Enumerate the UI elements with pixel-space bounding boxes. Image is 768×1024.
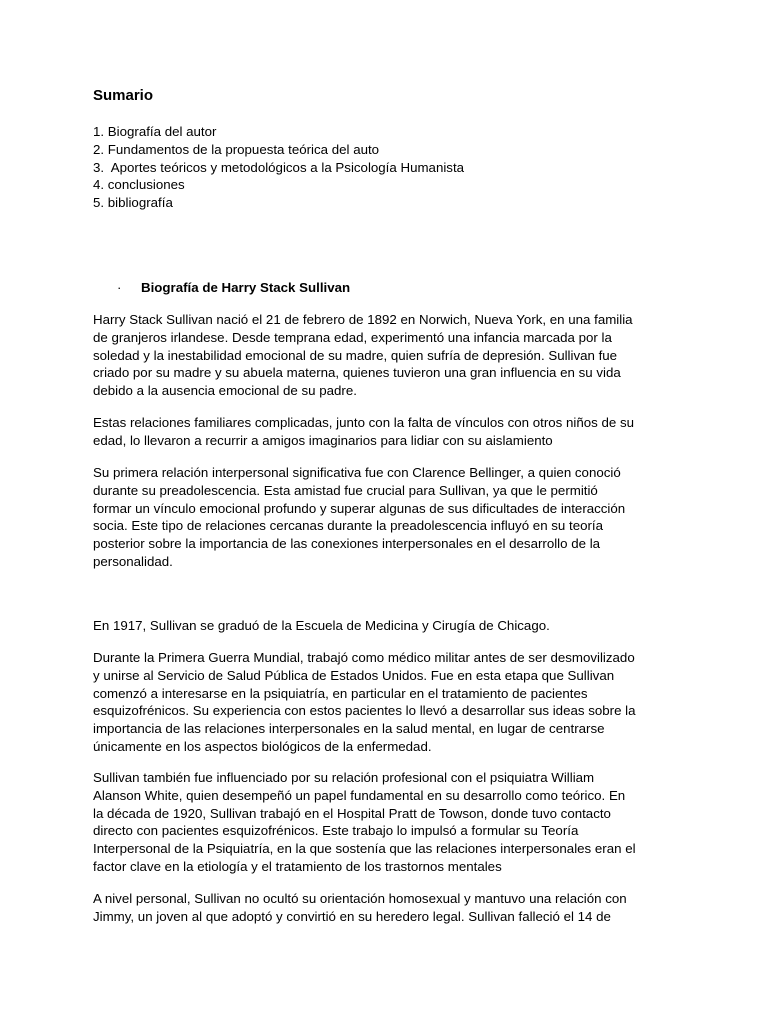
paragraph-line: directo con pacientes esquizofrénicos. Este trabajo lo impulsó a formular su Teoría	[93, 823, 579, 839]
paragraph-line: y unirse al Servicio de Salud Pública de Estados Unidos. Fue en esta etapa que Sullivan	[93, 667, 615, 683]
paragraph-line: la década de 1920, Sullivan trabajó en el Hospital Pratt de Towson, donde tuvo contacto	[93, 805, 611, 821]
paragraph-line: Sullivan también fue influenciado por su relación profesional con el psiquiatra William	[93, 770, 595, 785]
paragraph-line: En 1917, Sullivan se graduó de la Escuela de Medicina y Cirugía de Chicago.	[93, 618, 550, 633]
paragraph-line: Su primera relación interpersonal significativa fue con Clarence Bellinger, a quien conoció	[93, 465, 621, 480]
paragraph-line: debido a la ausencia emocional de su padre.	[93, 383, 357, 399]
document-title: Sumario	[93, 87, 154, 104]
section-heading-text: Biografía de Harry Stack Sullivan	[141, 280, 351, 295]
section-heading	[93, 279, 350, 297]
paragraph-line: criado por su madre y su abuela materna, quienes tuvieron una gran influencia en su vida	[93, 365, 621, 381]
paragraph-line: Interpersonal de la Psiquiatría, en la que sostenía que las relaciones interpersonales eran el	[93, 841, 636, 857]
toc-item: 4. conclusiones	[93, 177, 185, 193]
toc-item: 2. Fundamentos de la propuesta teórica del auto	[93, 141, 380, 157]
toc-item: 1. Biografía del autor	[93, 124, 217, 139]
toc-item: 3. Aportes teóricos y metodológicos a la Psicología Humanista	[93, 159, 465, 175]
paragraph-line: Durante la Primera Guerra Mundial, trabajó como médico militar antes de ser desmovilizado	[93, 650, 635, 665]
table-of-contents	[93, 123, 464, 212]
paragraph-line: A nivel personal, Sullivan no ocultó su orientación homosexual y mantuvo una relación con	[93, 891, 627, 906]
paragraph-line: importancia de las relaciones interpersonales en la salud mental, en lugar de centrarse	[93, 721, 605, 737]
paragraph-line: formar un vínculo emocional profundo y superar algunas de sus dificultades de interacción	[93, 500, 626, 516]
paragraph-line: posterior sobre la importancia de las conexiones interpersonales en el desarrollo de la	[93, 536, 601, 552]
paragraph-line: soledad y la inestabilidad emocional de su madre, quien sufría de depresión. Sullivan fue	[93, 347, 618, 363]
paragraph-graduation	[93, 617, 683, 635]
paragraph-line: Jimmy, un joven al que adoptó y convirtió en su heredero legal. Sullivan falleció el 14 de	[93, 908, 611, 924]
paragraph-birth	[93, 311, 683, 400]
paragraph-line: únicamente en los aspectos biológicos de la enfermedad.	[93, 738, 432, 754]
paragraph-white	[93, 769, 683, 876]
paragraph-line: edad, lo llevaron a recurrir a amigos imaginarios para lidiar con su aislamiento	[93, 432, 553, 448]
paragraph-line: socia. Este tipo de relaciones cercanas durante la preadolescencia influyó en su teoría	[93, 518, 604, 534]
paragraph-line: de granjeros irlandese. Desde temprana edad, experimentó una infancia marcada por la	[93, 329, 612, 345]
paragraph-family	[93, 414, 683, 450]
paragraph-line: Alanson White, quien desempeñó un papel fundamental en su desarrollo como teórico. En	[93, 787, 626, 803]
paragraph-line: factor clave en la etiología y el tratamiento de los trastornos mentales	[93, 858, 502, 874]
paragraph-personal	[93, 890, 683, 926]
paragraph-line: esquizofrénicos. Su experiencia con estos pacientes lo llevó a desarrollar sus ideas sobre la	[93, 703, 636, 719]
paragraph-line: Estas relaciones familiares complicadas, junto con la falta de vínculos con otros niños de su	[93, 415, 635, 430]
paragraph-line: personalidad.	[93, 553, 173, 569]
paragraph-line: comenzó a interesarse en la psiquiatría, en particular en el tratamiento de pacientes	[93, 685, 588, 701]
paragraph-bellinger	[93, 464, 683, 571]
paragraph-line: durante su preadolescencia. Esta amistad fue crucial para Sullivan, ya que le permitió	[93, 482, 598, 498]
paragraph-war	[93, 649, 683, 756]
paragraph-line: Harry Stack Sullivan nació el 21 de febrero de 1892 en Norwich, Nueva York, en una familia	[93, 312, 633, 327]
bullet-icon: ·	[117, 280, 122, 295]
toc-item: 5. bibliografía	[93, 195, 173, 211]
